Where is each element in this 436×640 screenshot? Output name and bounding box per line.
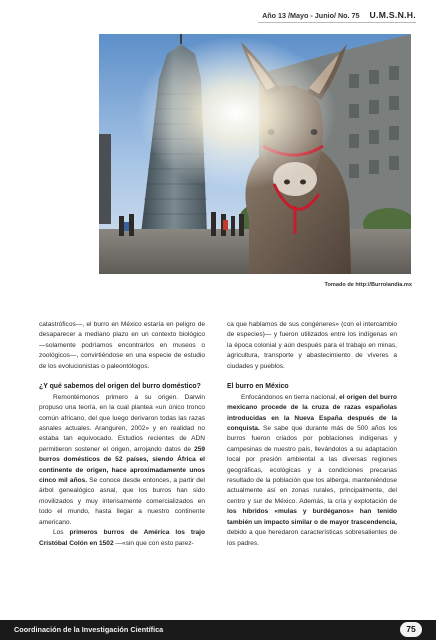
left-column: [39, 320, 205, 549]
page-header: [262, 10, 416, 20]
page-footer: [0, 620, 436, 640]
institution-name: U.M.S.N.H.: [369, 10, 416, 20]
section-heading: ¿Y qué sabemos del origen del burro doméstico?: [39, 383, 201, 391]
paragraph: Los primeros burros de América los trajo Cristóbal Colón en 1502 —«sin que con esto parez-: [39, 529, 206, 547]
photo-illustration: [99, 34, 411, 274]
page-number: 75: [400, 622, 422, 637]
paragraph: ca que hablamos de sus congéneres» (con el intercambio de especies)— y fueron utilizados entre los indígenas en la época colonial y aún después para el trabajo en minas, agricultura, transporte y abastecimiento de víveres a ciudades y pueblos.: [227, 321, 397, 370]
section-heading: El burro en México: [227, 383, 289, 391]
right-column: [227, 320, 397, 549]
photo-caption: Tomado de http://Burrolandia.mx: [324, 282, 412, 288]
header-rule: [258, 22, 416, 23]
paragraph: catastróficos—, el burro en México estaría en peligro de desaparecer a mediano plazo en un contexto biológico —solamente podríamos encontrarlos en museos o zoológicos—, convirtiéndose en una especie de estudio de los evolucionistas o paleontólogos.: [39, 321, 205, 370]
footer-label: Coordinación de la Investigación Científica: [14, 625, 164, 634]
article-photo: [99, 34, 411, 274]
issue-info: Año 13 /Mayo - Junio/ No. 75: [262, 10, 360, 20]
paragraph: Enfocándonos en tierra nacional, el origen del burro mexicano procede de la cruza de razas españolas introducidas en la Nueva España después de la conquista. Se sabe que durante más de 500 años los burros fueron criados por poblaciones indígenas y campesinas de nuestro país, llevándolos a su adaptación local por presión ambiental a las diversas regiones geográficas, ecológicas y a condiciones precarias resultado de la población que los alberga, manteniéndose actualmente así en zonas rurales, principalmente, del centro y sur de México. Además, la cría y explotación de los híbridos «mulas y burdéganos» han tenido también un impacto similar o de mayor trascendencia, debido a que heredaron características sobresalientes de los padres.: [227, 393, 397, 547]
paragraph: Remontémonos primero a su origen. Darwin propuso una teoría, en la cual plantea «un único tronco común africano, del que luego derivaron todas las razas asnales actuales. Aranguren, 2002» y en realidad no estaba tan equivocado. Estudios recientes de ADN permitieron sostener el origen, arrojando datos de 259 burros domésticos de 52 países, siendo África el continente de origen, hace aproximadamente unos cinco mil años. Se conoce desde entonces, a partir del árbol genealógico asnal, que los burros han sido movilizados y muy intensamente comercializados en todo el mundo, hasta llegar a nuestro continente americano.: [39, 393, 206, 526]
